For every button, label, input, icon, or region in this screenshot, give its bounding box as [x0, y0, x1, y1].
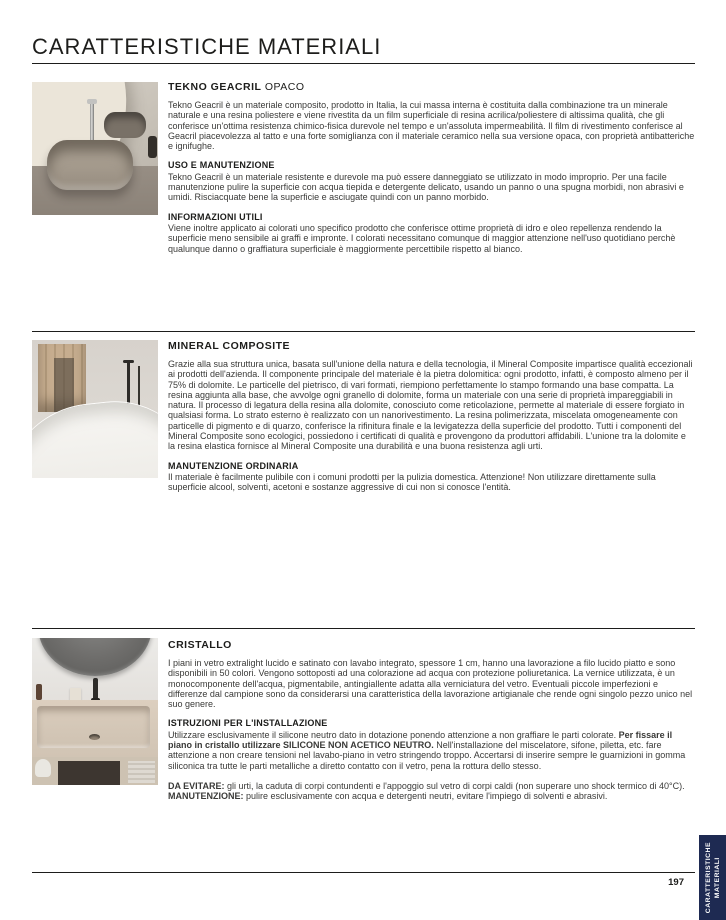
photo-cristallo [32, 638, 158, 785]
paragraph: MANUTENZIONE: pulire esclusivamente con acqua e detergenti neutri, evitare l'impiego di solventi e abrasivi. [168, 791, 608, 802]
accessory [148, 136, 157, 158]
vessel-basin [47, 140, 133, 190]
paragraph: Tekno Geacril è un materiale composito, prodotto in Italia, la cui massa interna è costituita dalla combinazione tra un minerale naturale e una resina poliestere e viene rivestita da un film superficiale di resina acrilica/poliestere di altissima qualità, che gli conferisce un'ottima resistenza chimico-fisica durevole nel tempo e un'assoluta impermeabilità. Il film di rivestimento conferisce al Geacril piacevolezza al tatto e una forte somiglianza con il materiale ceramico nella sua versione opaca, con proprietà antibatteriche e ignifughe. [168, 100, 695, 152]
side-tab-caratteristiche-materiali [699, 835, 726, 920]
faucet-handle [87, 99, 97, 104]
drain [89, 734, 100, 740]
section-heading [168, 639, 695, 651]
paragraph: Tekno Geacril è un materiale resistente e durevole ma può essere danneggiato se utilizzato in modo improprio. Per una facile manutenzione pulire la superficie con acqua tiepida e detergente delicato, usando un panno o una spugna morbidi, non abrasivi e umidi. Risciacquate bene la superficie e asciugate quindi con un panno morbido. [168, 171, 684, 203]
bottle [36, 684, 42, 700]
section-body [168, 658, 695, 802]
side-tab-line-2: MATERIALI [713, 857, 721, 898]
section-heading-main: MINERAL COMPOSITE [168, 340, 291, 352]
page-title: CARATTERISTICHE MATERIALI [32, 34, 382, 59]
vanity-opening [58, 761, 120, 785]
plant [35, 759, 51, 777]
section-cristallo [168, 639, 695, 802]
subsection-label: MANUTENZIONE ORDINARIA [168, 460, 299, 471]
section-heading [168, 340, 695, 352]
paragraph: Viene inoltre applicato ai colorati uno specifico prodotto che conferisce ottime proprietà di idro e oleo repellenza rendendo la superficie meno sensibile ai graffi e impronte. I colorati necessitano comunque di maggior attenzione nell'uso quotidiano perchè qualunque danno o graffiatura superficiale è maggiormente percettibile rispetto al bianco. [168, 222, 676, 254]
section-heading-main: TEKNO GEACRIL [168, 81, 262, 93]
towels [128, 761, 155, 783]
faucet [90, 102, 94, 144]
section-divider [32, 331, 695, 332]
side-tab-label [704, 842, 722, 913]
photo-tekno-geacril [32, 82, 158, 215]
subsection-label: USO E MANUTENZIONE [168, 160, 275, 171]
section-body [168, 359, 695, 493]
section-mineral-composite [168, 340, 695, 493]
subsection-label: ISTRUZIONI PER L'INSTALLAZIONE [168, 718, 328, 729]
paragraph: DA EVITARE: gli urti, la caduta di corpi contundenti e l'appoggio sul vetro di corpi caldi (non superare uno shock termico di 40°C). [168, 780, 685, 791]
section-heading-suffix: OPACO [261, 81, 305, 93]
faucet-spout [123, 360, 134, 363]
paragraph: Il materiale è facilmente pulibile con i comuni prodotti per la pulizia domestica. Attenzione! Non utilizzare direttamente sulla superficie alcool, solventi, acetoni e sostanze aggressive di cui non si conosce l'entità. [168, 471, 656, 493]
subsection-label: INFORMAZIONI UTILI [168, 211, 263, 222]
section-body [168, 100, 695, 254]
side-tab-line-1: CARATTERISTICHE [704, 841, 712, 914]
title-rule [32, 63, 695, 64]
section-heading [168, 81, 695, 93]
round-mirror [38, 638, 152, 676]
paragraph: Utilizzare esclusivamente il silicone neutro dato in dotazione ponendo attenzione a non graffiare le parti colorate. Per fissare il piano in cristallo utilizzare SILICONE NON ACETICO NEUTRO. Nell'installazione del miscelatore, sifone, piletta, etc. fare attenzione a non creare tensioni nel lavabo-piano in vetro stringendo troppo. Accertarsi di inserire sempre le guarnizioni in gomma siliconica tra tutte le parti metalliche a diretto contatto con il vetro, pena la rottura dello stesso. [168, 729, 686, 771]
section-divider [32, 628, 695, 629]
section-tekno-geacril [168, 81, 695, 254]
integrated-basin [37, 706, 150, 748]
mirror-reflection-basin [104, 112, 146, 138]
footer-rule [32, 872, 695, 873]
photo-mineral-composite [32, 340, 158, 478]
section-heading-main: CRISTALLO [168, 639, 232, 651]
page-number: 197 [668, 877, 684, 888]
cabinet-shelf-shadow [54, 358, 74, 412]
paragraph: Grazie alla sua struttura unica, basata sull'unione della natura e della tecnologia, il Mineral Composite impartisce qualità eccezionali ai prodotti dell'azienda. Il componente principale del materiale è la pietra dolomitica: ogni prodotto, infatti, è composto almeno per il 75% di dolomite. Le particelle del pietrisco, di vari formati, riempiono perfettamente lo stampo formando una base compatta. La resina aggiunta alla base, che avvolge ogni granello di dolomite, forma un materiale con una serie di proprietà impareggiabili in natura. Il processo di legatura della resina alla dolomite, conosciuto come reticolazione, permette al materiale di essere forgiato in qualsiasi forma. Lo strato esterno è realizzato con un nanorivestimento. La resina polimerizzata, miscelata omogeneamente con particelle di pigmento e di quarzo, conferisce la rifinitura finale e la levigatezza della superficie del prodotto. Tutti i componenti del Mineral Composite sono ecologici, possiedono i certificati di qualità e provengono da produttori affidabili. L'unione tra la dolomite e la resina elastica fornisce al Mineral Composite una durabilità e una buona resistenza agli urti. [168, 359, 693, 452]
paragraph: I piani in vetro extralight lucido e satinato con lavabo integrato, spessore 1 cm, hanno una lavorazione a filo lucido piatto e sono disponibili in 50 colori. Vengono sottoposti ad una colorazione ad acqua con protezione poliuretanica. La vernice utilizzata, è un monocomponente dell'acqua, pigmentabile, antingiallente adatta alla verniciatura del vetro. Eventuali piccole imperfezioni e differenze dal campione sono da considerarsi una caratteristica della lavorazione artigianale che rende ogni singolo pezzo unico nel suo genere. [168, 658, 693, 710]
